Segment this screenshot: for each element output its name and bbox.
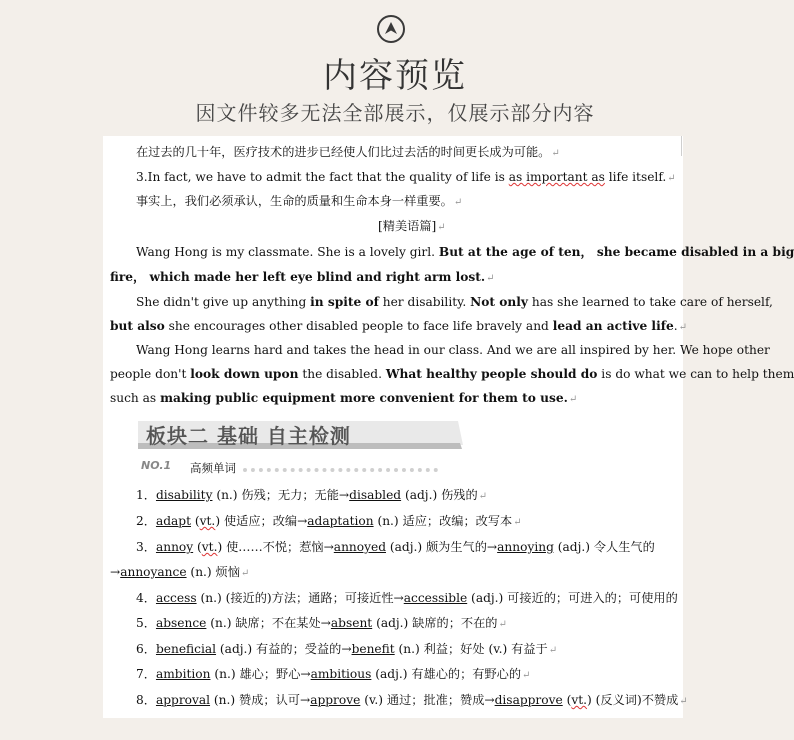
section-number: NO.1 (141, 459, 172, 472)
doc-line: 事实上，我们必须承认，生命的质量和生命本身一样重要。↵ (136, 194, 463, 208)
section-label: 高频单词 (190, 461, 236, 475)
doc-line: She didn't give up anything in spite of her disability. Not only has she learned to take care of herself, (136, 295, 773, 309)
doc-line: Wang Hong learns hard and takes the head in our class. And we are all inspired by her. We hope other (136, 343, 770, 357)
doc-line: Wang Hong is my classmate. She is a lovely girl. But at the age of ten， she became disabled in a big (136, 245, 794, 259)
vocab-item-continued: →annoyance (n.) 烦恼↵ (110, 565, 250, 579)
vocab-item: 2．adapt (vt.) 使适应；改编→adaptation (n.) 适应；改编；改写本↵ (136, 514, 522, 528)
vocab-item: 8．approval (n.) 赞成；认可→approve (v.) 通过；批准；赞成→disapprove (vt.) (反义词)不赞成↵ (136, 693, 688, 707)
up-arrow-logo-icon (377, 15, 405, 43)
doc-line: 在过去的几十年，医疗技术的进步已经使人们比过去活的时间更长成为可能。↵ (136, 145, 560, 159)
margin-mark (681, 136, 682, 156)
doc-line: people don't look down upon the disabled. What healthy people should do is do what we can to help them (110, 367, 794, 381)
vocab-item: 1．disability (n.) 伤残；无力；无能→disabled (adj.) 伤残的↵ (136, 488, 488, 502)
page-subtitle: 因文件较多无法全部展示，仅展示部分内容 (195, 101, 595, 125)
dotted-divider (243, 468, 438, 472)
doc-line: such as making public equipment more convenient for them to use.↵ (110, 391, 578, 405)
vocab-item: 5．absence (n.) 缺席；不在某处→absent (adj.) 缺席的；不在的↵ (136, 616, 507, 630)
page-title: 内容预览 (323, 56, 467, 96)
vocab-item: 3．annoy (vt.) 使……不悦；惹恼→annoyed (adj.) 颇为生气的→annoying (adj.) 令人生气的 (136, 540, 655, 554)
document-page (103, 136, 794, 718)
doc-line: 3.In fact, we have to admit the fact that the quality of life is as important as life itself.↵ (136, 170, 676, 184)
preview-header (0, 0, 790, 136)
banner-title: 板块二 基础 自主检测 (146, 424, 351, 448)
doc-line: fire， which made her left eye blind and right arm lost.↵ (110, 270, 495, 284)
vocab-item: 4．access (n.) (接近的)方法；通路；可接近性→accessible (adj.) 可接近的；可进入的；可使用的 (136, 591, 678, 605)
vocab-item: 6．beneficial (adj.) 有益的；受益的→benefit (n.) 利益；好处 (v.) 有益于↵ (136, 642, 558, 656)
doc-line: but also she encourages other disabled people to face life bravely and lead an active life.↵ (110, 319, 687, 333)
section-heading: [精美语篇]↵ (378, 219, 446, 233)
vocab-item: 7．ambition (n.) 雄心；野心→ambitious (adj.) 有雄心的；有野心的↵ (136, 667, 531, 681)
section-banner (138, 419, 463, 449)
